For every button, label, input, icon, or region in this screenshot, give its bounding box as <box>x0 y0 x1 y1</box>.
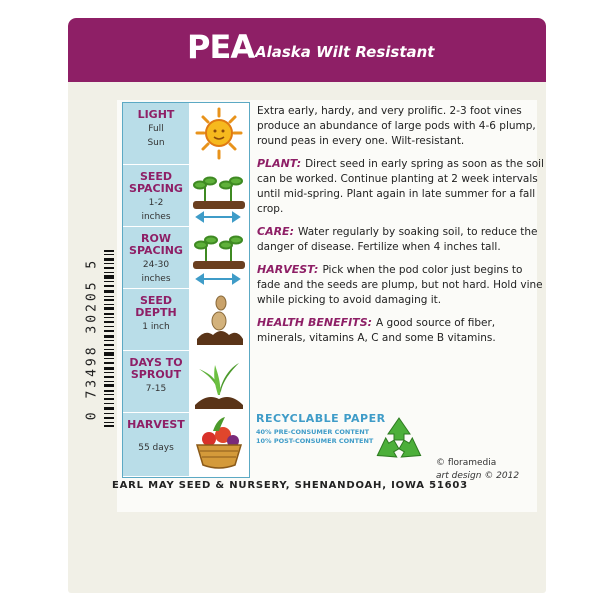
care-label: CARE: <box>257 225 294 238</box>
intro-paragraph: Extra early, hardy, and very prolific. 2-3 foot vines produce an abundance of large pods with 4-6 plump, round peas in every one. Wilt-resistant. <box>257 105 536 147</box>
seedling-spacing-icon <box>191 165 247 226</box>
row-spacing-value-1: 24-30 <box>142 260 170 270</box>
row-spacing-value-2: inches <box>141 274 171 284</box>
harvest-paragraph <box>257 262 547 308</box>
sprout-value: 7-15 <box>145 384 167 394</box>
floramedia-credit: © floramedia <box>436 458 497 468</box>
product-variety: Alaska Wilt Resistant <box>255 43 435 61</box>
row-spacing-icon <box>191 227 247 288</box>
harvest-title: HARVEST <box>127 418 185 431</box>
health-label: HEALTH BENEFITS: <box>257 316 373 329</box>
harvest-text: Pick when the pod color just begins to fade and the seeds are plump, but not hard. Hold vine while picking to avoid damaging it. <box>257 264 543 306</box>
plant-text: Direct seed in early spring as soon as the soil can be worked. Continue planting at 2 week intervals until mid-spring. Plant again in late summer for a fall crop. <box>257 158 544 215</box>
light-title: LIGHT <box>137 108 175 121</box>
sun-icon <box>191 103 247 164</box>
product-name: PEA <box>187 28 255 66</box>
sprout-icon <box>191 351 247 412</box>
plant-label: PLANT: <box>257 157 302 170</box>
sprout-title-1: DAYS TO <box>129 356 183 369</box>
recycle-icon <box>372 414 426 468</box>
growing-info-sidebar <box>122 102 250 478</box>
pre-consumer-content: 40% PRE-CONSUMER CONTENT <box>256 428 370 436</box>
post-consumer-content: 10% POST-CONSUMER CONTENT <box>256 437 374 445</box>
art-design-credit: art design © 2012 <box>436 471 520 481</box>
seed-depth-icon <box>191 289 247 350</box>
seed-depth-value: 1 inch <box>142 322 170 332</box>
info-row-seed-depth <box>123 289 249 350</box>
seed-depth-title-1: SEED <box>139 294 173 307</box>
info-row-row-spacing <box>123 227 249 288</box>
harvest-label: HARVEST: <box>257 263 319 276</box>
info-row-seed-spacing <box>123 165 249 226</box>
info-row-harvest <box>123 413 249 476</box>
seed-spacing-value-1: 1-2 <box>148 198 164 208</box>
health-text: A good source of fiber, minerals, vitamins A, C and some B vitamins. <box>257 317 496 344</box>
description-text <box>257 104 547 353</box>
harvest-value: 55 days <box>138 443 174 453</box>
recyclable-paper-title: RECYCLABLE PAPER <box>256 412 386 425</box>
plant-paragraph <box>257 156 547 217</box>
seed-spacing-title-1: SEED <box>139 170 173 183</box>
seed-spacing-title-2: SPACING <box>129 182 183 195</box>
packet-header <box>68 18 546 82</box>
barcode-number: 0 73498 30205 5 <box>84 257 100 421</box>
seed-spacing-value-2: inches <box>141 212 171 222</box>
health-paragraph <box>257 315 547 346</box>
harvest-basket-icon <box>191 413 247 476</box>
info-row-days-to-sprout <box>123 351 249 412</box>
light-value-2: Sun <box>147 138 165 148</box>
light-value-1: Full <box>148 124 164 134</box>
info-row-light <box>123 103 249 164</box>
row-spacing-title-1: ROW <box>141 232 171 245</box>
seed-depth-title-2: DEPTH <box>135 306 177 319</box>
row-spacing-title-2: SPACING <box>129 244 183 257</box>
company-address: EARL MAY SEED & NURSERY, SHENANDOAH, IOWA 51603 <box>112 480 468 491</box>
care-text: Water regularly by soaking soil, to reduce the danger of disease. Fertilize when 4 inches tall. <box>257 226 538 253</box>
care-paragraph <box>257 224 547 255</box>
sprout-title-2: SPROUT <box>130 368 182 381</box>
